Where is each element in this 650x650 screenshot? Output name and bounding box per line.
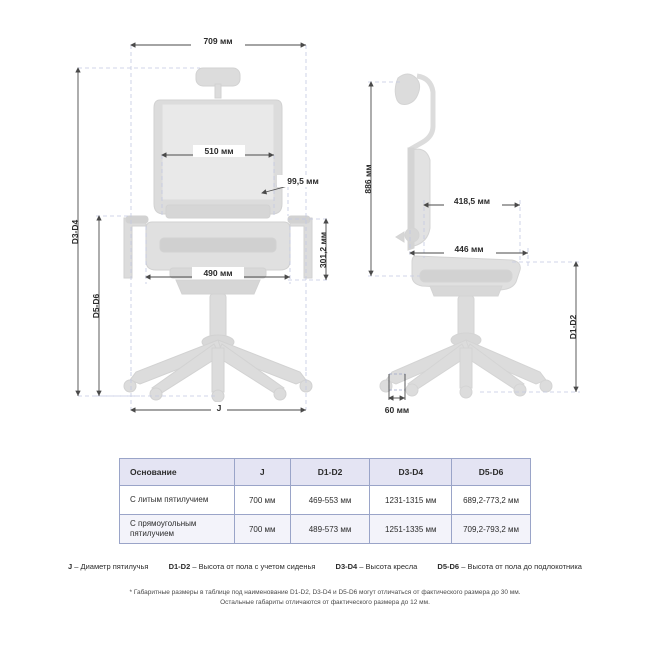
- legend-text-d3d4: – Высота кресла: [357, 562, 418, 571]
- table-row: [120, 486, 531, 515]
- dim-418-5: 418,5 мм: [453, 196, 491, 206]
- dim-709: 709 мм: [203, 36, 233, 46]
- table-row: [120, 515, 531, 544]
- cell-d5d6: 689,2-773,2 мм: [452, 486, 531, 515]
- cell-d1d2: 469-553 мм: [290, 486, 370, 515]
- footnote-line-1: * Габаритные размеры в таблице под наименование D1-D2, D3-D4 и D5-D6 могут отличаться от фактического размера до 30 мм.: [129, 589, 521, 596]
- legend-key-d5d6: D5-D6: [437, 562, 460, 571]
- cell-d5d6: 709,2-793,2 мм: [452, 515, 531, 544]
- legend-item-d5d6: [437, 562, 582, 571]
- dim-510: 510 мм: [204, 146, 234, 156]
- th-d3d4: D3-D4: [370, 459, 452, 486]
- legend-item-d1d2: [169, 562, 316, 571]
- cell-d3d4: 1231-1315 мм: [370, 486, 452, 515]
- legend-key-d3d4: D3-D4: [335, 562, 358, 571]
- th-d5d6: D5-D6: [452, 459, 531, 486]
- cell-base: С литым пятилучием: [120, 486, 235, 515]
- th-d1d2: D1-D2: [290, 459, 370, 486]
- dim-60: 60 мм: [384, 405, 410, 415]
- legend-item-d3d4: [336, 562, 418, 571]
- side-view-chair: [380, 74, 552, 398]
- legend-key-j: J: [68, 562, 73, 571]
- dim-d5-d6: D5-D6: [91, 293, 101, 319]
- table-header-row: [120, 459, 531, 486]
- dim-490: 490 мм: [203, 268, 233, 278]
- cell-j: 700 мм: [234, 486, 290, 515]
- cell-j: 700 мм: [234, 515, 290, 544]
- legend-text-j: – Диаметр пятилучья: [72, 562, 149, 571]
- cell-d3d4: 1251-1335 мм: [370, 515, 452, 544]
- legend-text-d1d2: – Высота от пола с учетом сиденья: [190, 562, 316, 571]
- front-view-chair: [124, 68, 312, 402]
- legend-key-d1d2: D1-D2: [168, 562, 191, 571]
- dim-886: 886 мм: [363, 164, 373, 194]
- specifications-table: [119, 458, 531, 544]
- footnote-line-2: Остальные габариты отличаются от фактического размера до 12 мм.: [220, 599, 430, 607]
- legend-text-d5d6: – Высота от пола до подлокотника: [459, 562, 582, 571]
- dim-d3-d4: D3-D4: [70, 219, 80, 245]
- specifications-table-wrapper: [119, 458, 531, 544]
- cell-d1d2: 489-573 мм: [290, 515, 370, 544]
- dim-j: J: [216, 403, 222, 413]
- footnote: [0, 588, 650, 609]
- dim-99-5: 99,5 мм: [287, 176, 319, 186]
- dim-301-2: 301,2 мм: [318, 231, 328, 269]
- cell-base: С прямоугольным пятилучием: [120, 515, 235, 544]
- legend: [0, 562, 650, 571]
- th-j: J: [234, 459, 290, 486]
- dim-d1-d2: D1-D2: [568, 314, 578, 340]
- legend-item-j: [68, 562, 148, 571]
- dim-446: 446 мм: [454, 244, 484, 254]
- th-base: Основание: [120, 459, 235, 486]
